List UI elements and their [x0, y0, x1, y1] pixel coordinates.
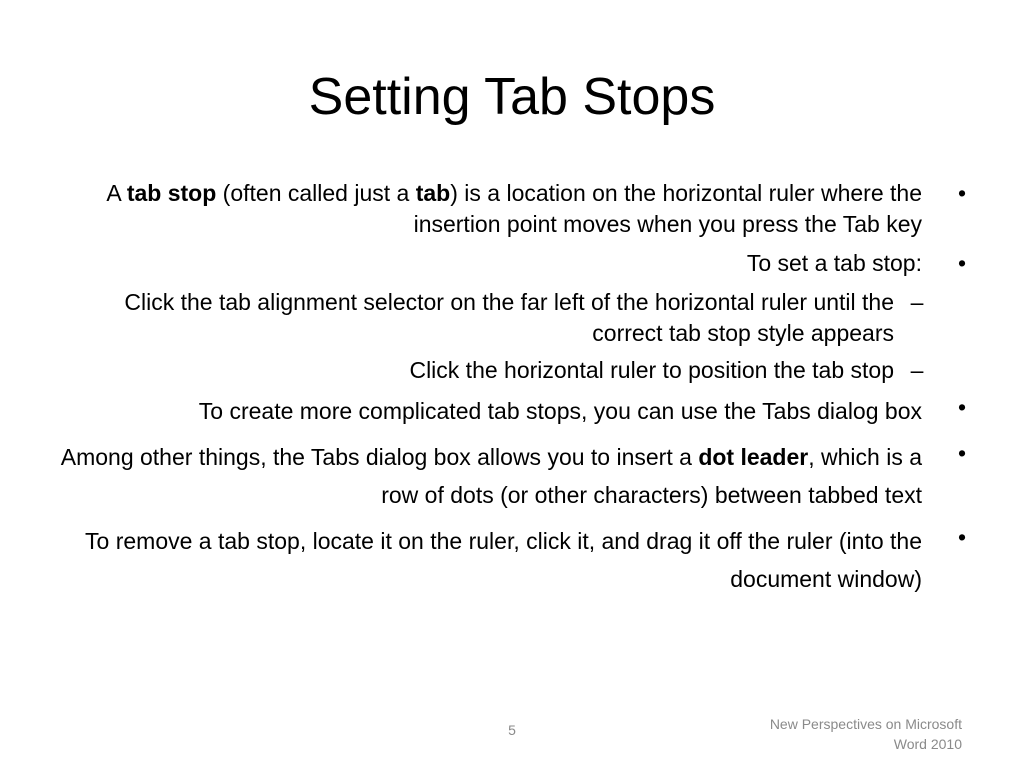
sub-bullet-item [60, 355, 968, 386]
footer-source-line: New Perspectives on Microsoft [769, 716, 962, 732]
bullet-item [60, 392, 968, 430]
text-run: Among other things, the Tabs dialog box allows you to insert a [60, 444, 699, 470]
bullet-item [60, 438, 968, 514]
bullet-text [60, 248, 956, 279]
bullet-text [60, 438, 956, 514]
text-run: ) is a location on the horizontal ruler where the insertion point moves when you press the Tab key [413, 180, 922, 237]
bold-term: tab [415, 180, 451, 206]
bold-term: dot leader [698, 444, 809, 470]
bullet-text [60, 392, 956, 430]
bullet-text [60, 355, 910, 386]
bullet-item [60, 248, 968, 279]
bullet-item [60, 522, 968, 598]
bullet-text [60, 287, 910, 349]
bullet-marker: • [957, 524, 967, 550]
dash-marker: – [910, 289, 924, 315]
text-run: A [106, 180, 127, 206]
text-run: Click the horizontal ruler to position the tab stop [409, 357, 894, 383]
footer-source [700, 714, 962, 754]
text-run: , which is a row of dots (or other characters) between tabbed text [381, 444, 922, 508]
text-run: To create more complicated tab stops, you can use the Tabs dialog box [198, 398, 922, 424]
bullet-marker: • [957, 250, 967, 276]
bullet-marker: • [957, 394, 967, 420]
bullet-marker: • [957, 180, 967, 206]
page-number: 5 [508, 722, 516, 738]
text-run: Click the tab alignment selector on the far left of the horizontal ruler until the correct tab stop style appears [124, 289, 894, 346]
text-run: (often called just a [216, 180, 416, 206]
bold-term: tab stop [126, 180, 217, 206]
bullet-item [60, 178, 968, 240]
slide-title: Setting Tab Stops [308, 68, 716, 126]
bullet-text [60, 522, 956, 598]
dash-marker: – [910, 357, 924, 383]
slide-body [60, 178, 968, 606]
text-run: To remove a tab stop, locate it on the ruler, click it, and drag it off the ruler (into the document window) [85, 528, 922, 592]
bullet-text [60, 178, 956, 240]
bullet-marker: • [957, 440, 967, 466]
text-run: To set a tab stop: [746, 250, 922, 276]
footer-source-line: Word 2010 [893, 736, 962, 752]
sub-bullet-item [60, 287, 968, 349]
